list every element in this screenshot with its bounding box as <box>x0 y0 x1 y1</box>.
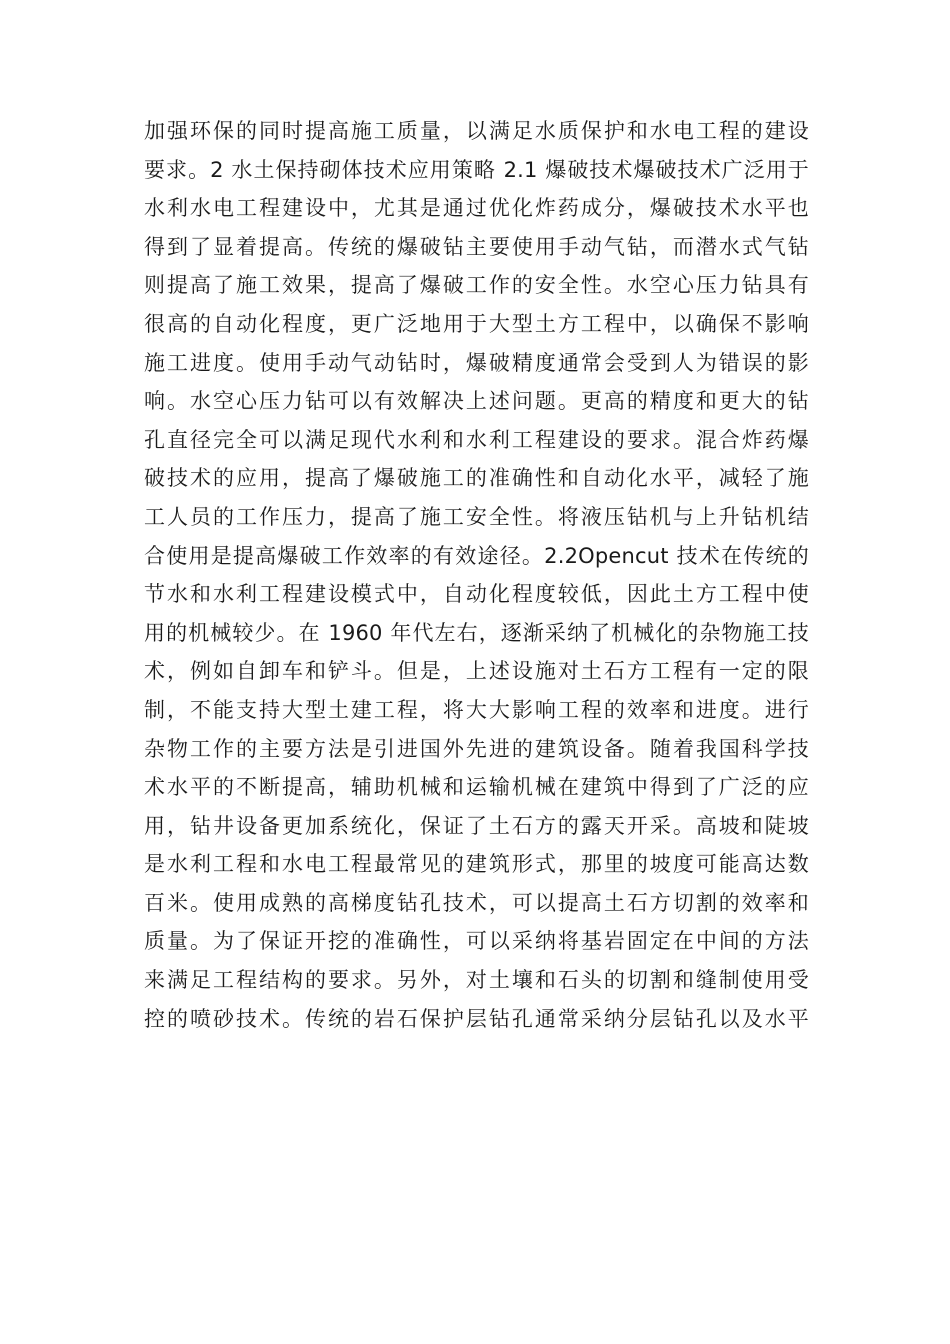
text-line: 控的喷砂技术。传统的岩石保护层钻孔通常采纳分层钻孔以及水平 <box>144 1006 809 1031</box>
body-paragraph <box>144 112 809 1038</box>
text-line: 施工进度。使用手动气动钻时，爆破精度通常会受到人为错误的影 <box>144 350 809 375</box>
text-line: 合使用是提高爆破工作效率的有效途径。2.2Opencut 技术在传统的 <box>144 543 809 568</box>
text-line: 质量。为了保证开挖的准确性，可以采纳将基岩固定在中间的方法 <box>144 929 809 954</box>
text-line: 用，钻井设备更加系统化，保证了土石方的露天开采。高坡和陡坡 <box>144 813 809 838</box>
text-line: 则提高了施工效果，提高了爆破工作的安全性。水空心压力钻具有 <box>144 273 809 298</box>
text-line: 孔直径完全可以满足现代水利和水利工程建设的要求。混合炸药爆 <box>144 427 809 452</box>
text-line: 很高的自动化程度，更广泛地用于大型土方工程中，以确保不影响 <box>144 311 809 336</box>
text-line: 是水利工程和水电工程最常见的建筑形式，那里的坡度可能高达数 <box>144 852 809 877</box>
text-line: 术，例如自卸车和铲斗。但是，上述设施对土石方工程有一定的限 <box>144 659 809 684</box>
text-line: 水利水电工程建设中，尤其是通过优化炸药成分，爆破技术水平也 <box>144 196 809 221</box>
text-line: 制，不能支持大型土建工程，将大大影响工程的效率和进度。进行 <box>144 697 809 722</box>
text-line: 得到了显着提高。传统的爆破钻主要使用手动气钻，而潜水式气钻 <box>144 234 809 259</box>
text-line: 工人员的工作压力，提高了施工安全性。将液压钻机与上升钻机结 <box>144 504 809 529</box>
text-line: 用的机械较少。在 1960 年代左右，逐渐采纳了机械化的杂物施工技 <box>144 620 809 645</box>
text-line: 术水平的不断提高，辅助机械和运输机械在建筑中得到了广泛的应 <box>144 775 809 800</box>
text-line: 节水和水利工程建设模式中，自动化程度较低，因此土方工程中使 <box>144 582 809 607</box>
text-line: 百米。使用成熟的高梯度钻孔技术，可以提高土石方切割的效率和 <box>144 890 809 915</box>
text-line: 加强环保的同时提高施工质量，以满足水质保护和水电工程的建设 <box>144 119 809 143</box>
text-line: 来满足工程结构的要求。另外，对土壤和石头的切割和缝制使用受 <box>144 968 809 993</box>
text-line: 破技术的应用，提高了爆破施工的准确性和自动化水平，减轻了施 <box>144 466 809 491</box>
text-line: 要求。2 水土保持砌体技术应用策略 2.1 爆破技术爆破技术广泛用于 <box>144 157 809 182</box>
text-line: 响。水空心压力钻可以有效解决上述问题。更高的精度和更大的钻 <box>144 389 809 414</box>
text-line: 杂物工作的主要方法是引进国外先进的建筑设备。随着我国科学技 <box>144 736 809 761</box>
